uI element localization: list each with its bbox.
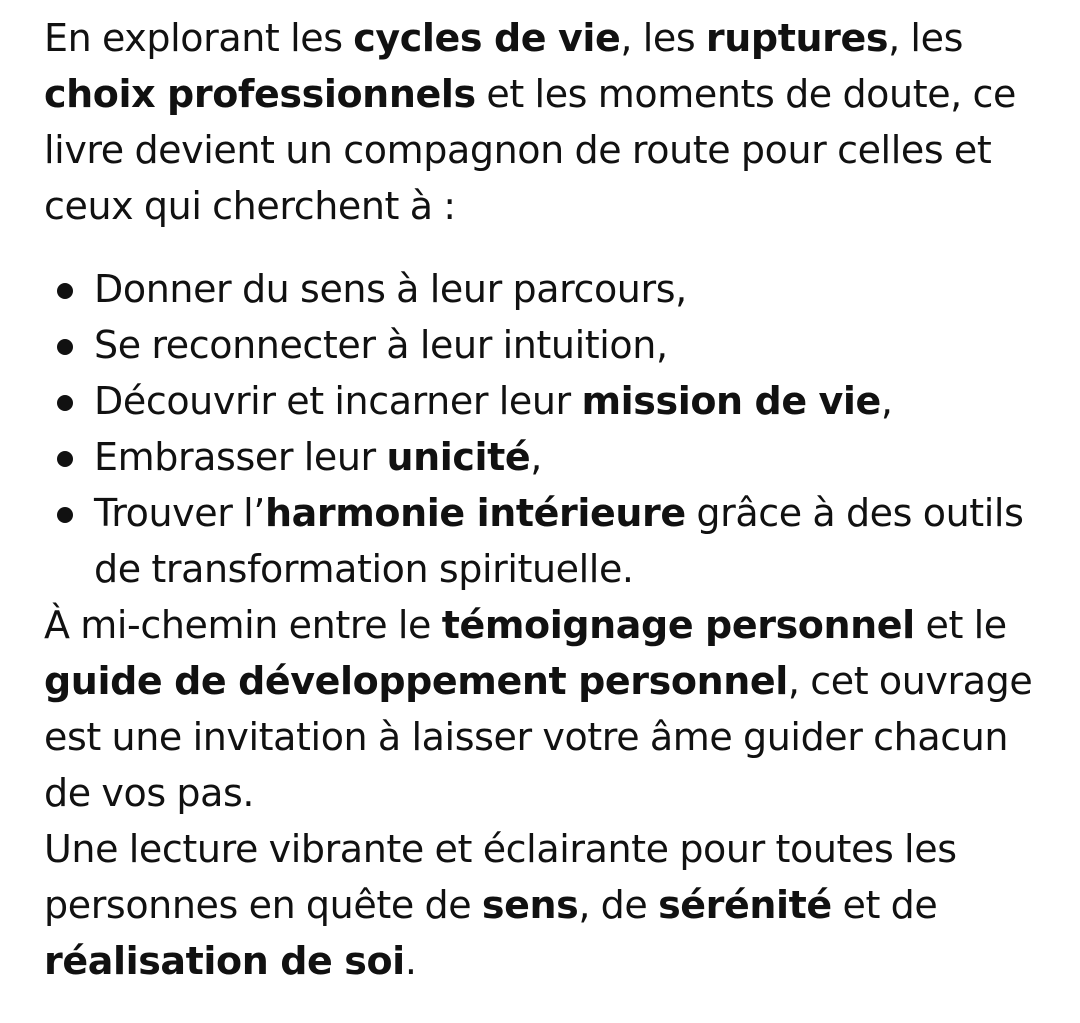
para2-text-1: À mi-chemin entre le <box>44 603 442 647</box>
intro-text-3: , les <box>888 16 963 60</box>
list-item-bold: mission de vie <box>581 379 881 423</box>
list-item <box>44 429 1040 485</box>
list-item-bold: unicité <box>386 435 531 479</box>
closing-paragraph <box>44 821 1040 989</box>
para2-text-2: et le <box>914 603 1007 647</box>
para3-text-1: Une lecture vibrante et éclairante pour toutes les personnes en quête de <box>44 827 957 927</box>
para3-text-3: et de <box>831 883 938 927</box>
list-item-text: Se reconnecter à leur intuition, <box>94 323 668 367</box>
list-item-text-end: , <box>880 379 893 423</box>
middle-paragraph <box>44 597 1040 821</box>
goals-list <box>44 261 1040 597</box>
para3-bold-realisation: réalisation de soi <box>44 939 405 983</box>
list-item-text-end: , <box>530 435 542 479</box>
para3-bold-sens: sens <box>481 883 579 927</box>
para3-text-2: , de <box>578 883 659 927</box>
list-item <box>44 261 1040 317</box>
para3-text-4: . <box>404 939 417 983</box>
intro-text-4: et les moments de doute, ce livre devient un compagnon de route pour celles et ceux qui cherchent à : <box>44 72 1017 228</box>
bullet-dot-icon <box>57 507 73 523</box>
para3-bold-serenite: sérénité <box>658 883 832 927</box>
list-item-bold: harmonie intérieure <box>264 491 686 535</box>
list-item-text: Découvrir et incarner leur <box>94 379 582 423</box>
intro-text-2: , les <box>620 16 706 60</box>
list-item <box>44 373 1040 429</box>
list-item <box>44 317 1040 373</box>
bullet-dot-icon <box>57 395 73 411</box>
bullet-dot-icon <box>57 283 73 299</box>
intro-paragraph <box>44 10 1040 234</box>
list-item-text-end: grâce à des outils de transformation spirituelle. <box>94 491 1024 591</box>
bullet-dot-icon <box>57 451 73 467</box>
list-item-text: Embrasser leur <box>94 435 387 479</box>
list-item-text: Trouver l’ <box>94 491 265 535</box>
para2-text-3: , cet ouvrage est une invitation à laisser votre âme guider chacun de vos pas. <box>44 659 1033 815</box>
list-item <box>44 485 1040 597</box>
bullet-dot-icon <box>57 339 73 355</box>
intro-text-1: En explorant les <box>44 16 354 60</box>
intro-bold-ruptures: ruptures <box>705 16 889 60</box>
intro-bold-cycles: cycles de vie <box>353 16 621 60</box>
para2-bold-guide: guide de développement personnel <box>44 659 788 703</box>
list-item-text: Donner du sens à leur parcours, <box>94 267 687 311</box>
para2-bold-temoignage: témoignage personnel <box>441 603 915 647</box>
intro-bold-choix: choix professionnels <box>44 72 476 116</box>
